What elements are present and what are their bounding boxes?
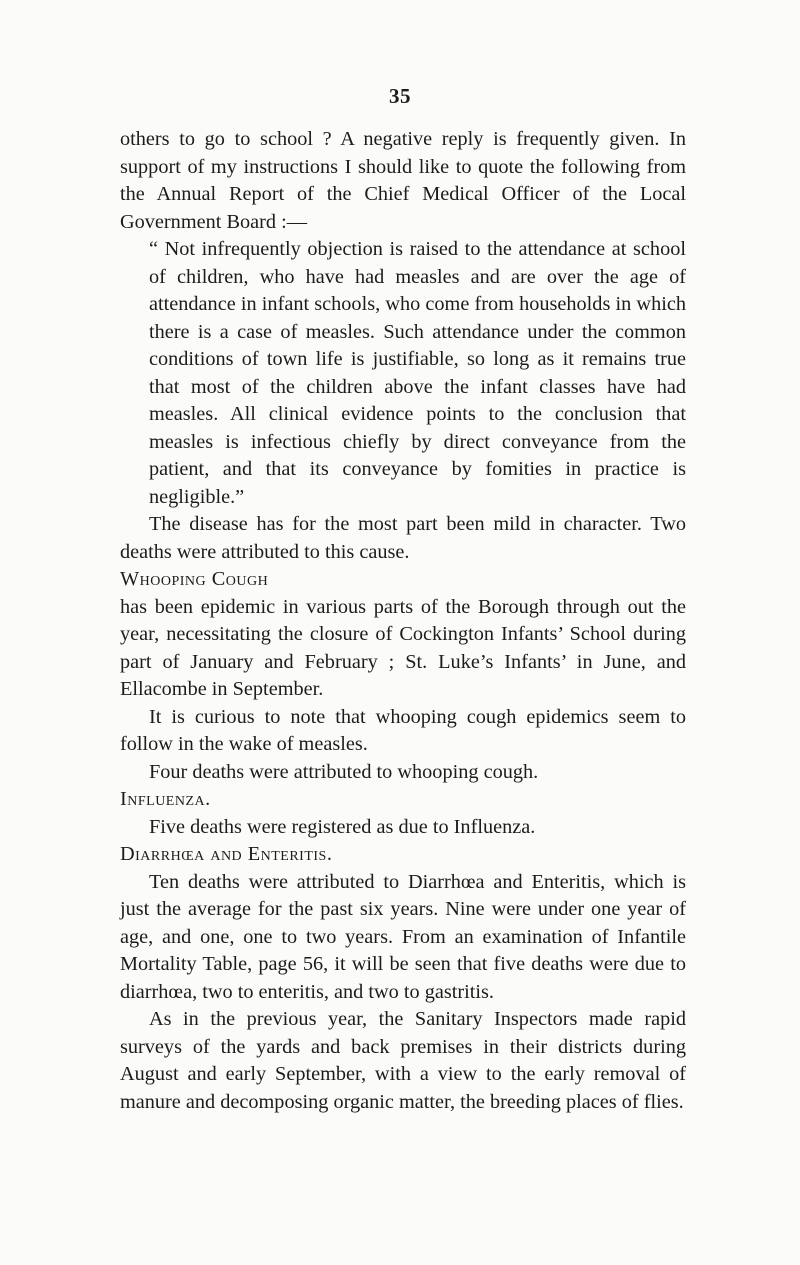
heading-whooping-cough: Whooping Cough	[120, 568, 269, 590]
page-number: 35	[389, 84, 411, 108]
measles-character-paragraph: The disease has for the most part been mild in character. Two deaths were attributed to this cause.	[120, 513, 686, 563]
whooping-cough-paragraph-1: has been epidemic in various parts of the Borough through out the year, necessitating the closure of Cockington Infants’ School during part of January and February ; St. Luke’s Infants’ in June, and Ellacombe in September.	[120, 595, 686, 700]
diarrhoea-paragraph-1: Ten deaths were attributed to Diarrhœa and Enteritis, which is just the average for the past six years. Nine were under one year of age, and one, one to two years. From an examination of Infantile Mortality Table, page 56, it will be seen that five deaths were due to diarrhœa, two to enteritis, and two to gastritis.	[120, 870, 686, 1003]
intro-paragraph: others to go to school ? A negative reply is frequently given. In support of my instructions I should like to quote the following from the Annual Report of the Chief Medical Officer of the Local Government Board :—	[120, 128, 686, 233]
whooping-cough-paragraph-3: Four deaths were attributed to whooping cough.	[149, 760, 539, 783]
body-text	[120, 126, 686, 1116]
heading-influenza: Influenza.	[120, 788, 211, 810]
heading-diarrhoea-enteritis: Diarrhœa and Enteritis.	[120, 843, 333, 865]
quotation-paragraph: “ Not infrequently objection is raised to the attendance at school of children, who have had measles and are over the age of attendance in infant schools, who come from households in which there is a case of measles. Such attendance under the common conditions of town life is justifiable, so long as it remains true that most of the children above the infant classes have had measles. All clinical evidence points to the conclusion that measles is infectious chiefly by direct conveyance from the patient, and that its conveyance by fomities in practice is negligible.”	[149, 238, 686, 508]
influenza-paragraph: Five deaths were registered as due to Influenza.	[149, 815, 536, 838]
diarrhoea-paragraph-2: As in the previous year, the Sanitary Inspectors made rapid surveys of the yards and back premises in their districts during August and early September, with a view to the early removal of manure and decomposing organic matter, the breeding places of flies.	[120, 1008, 686, 1113]
whooping-cough-paragraph-2: It is curious to note that whooping cough epidemics seem to follow in the wake of measles.	[120, 705, 686, 755]
